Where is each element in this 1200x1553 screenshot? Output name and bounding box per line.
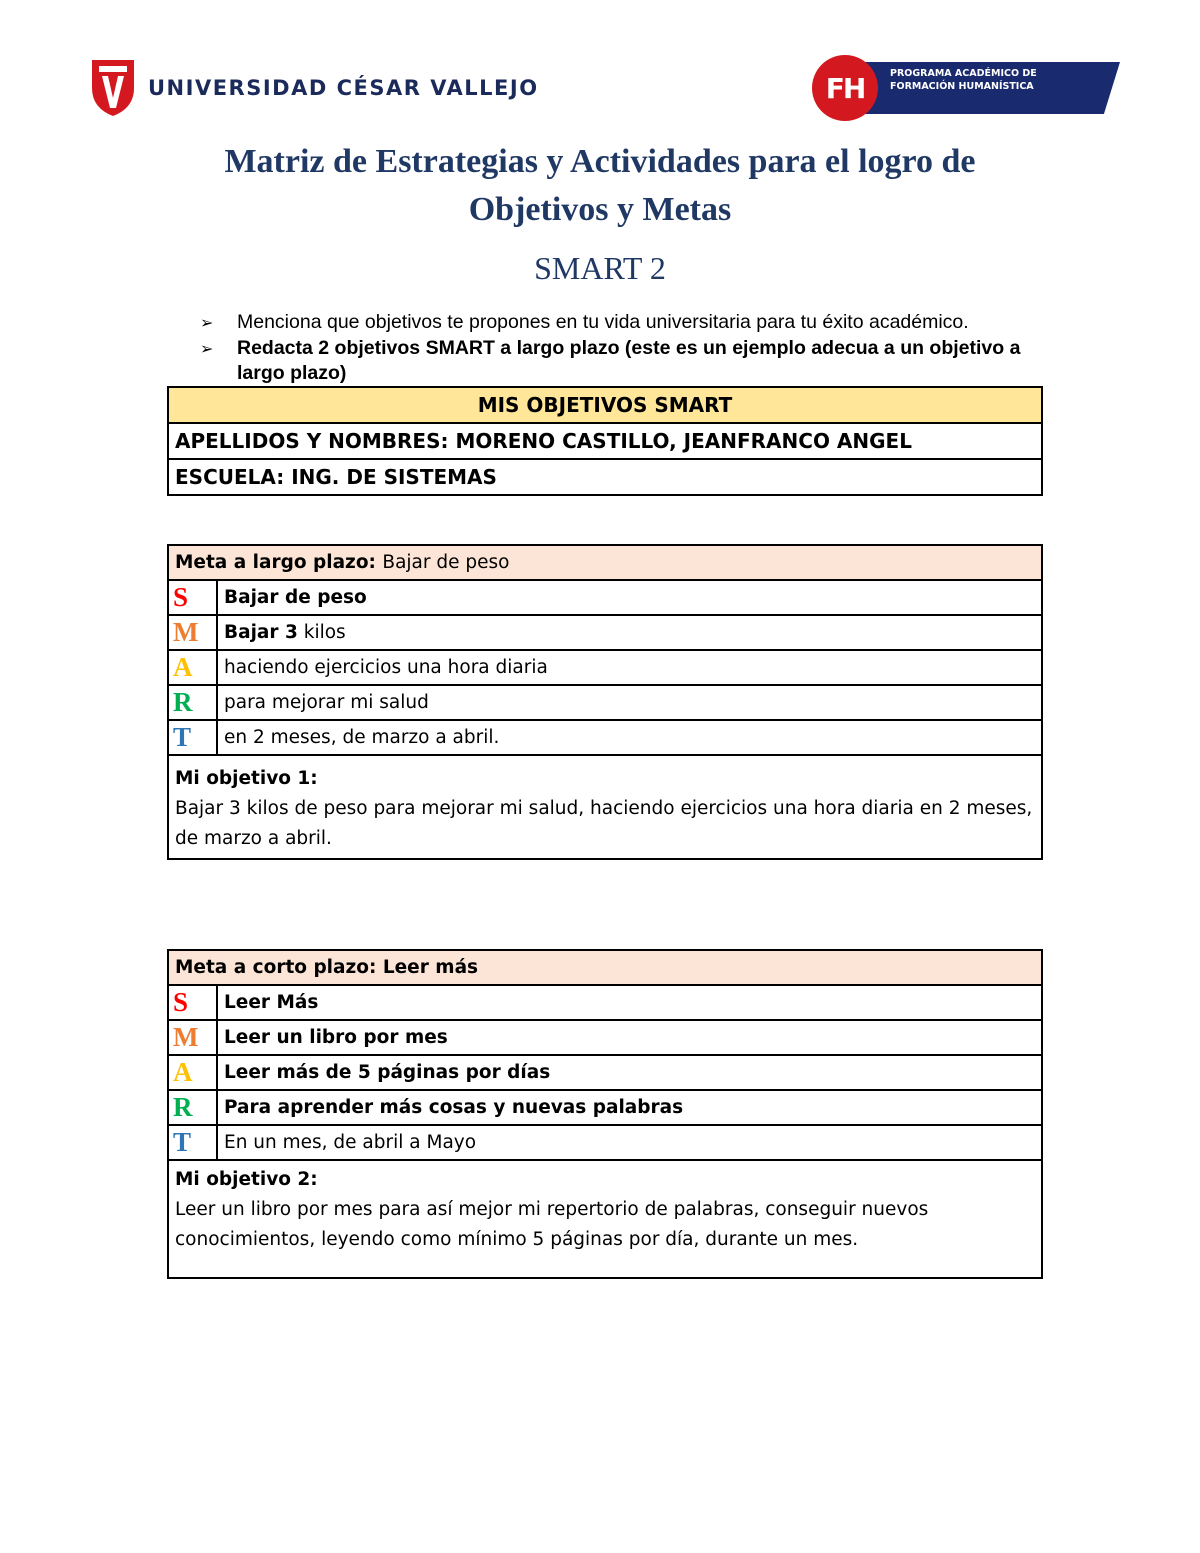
info-table-header: MIS OBJETIVOS SMART	[168, 387, 1042, 423]
fh-program-logo	[812, 55, 1120, 121]
instruction-item	[200, 310, 1060, 335]
arrow-bullet-icon: ➢	[200, 313, 214, 332]
smart-letter-m: M	[168, 615, 217, 650]
title-line-1: Matriz de Estrategias y Actividades para el logro de	[224, 143, 976, 180]
goal-2-objective	[168, 1160, 1042, 1278]
goal-1-label: Meta a largo plazo:	[175, 552, 376, 573]
objective-2-label: Mi objetivo 2:	[175, 1169, 318, 1190]
smart-letter-m: M	[168, 1020, 217, 1055]
student-name: APELLIDOS Y NOMBRES: MORENO CASTILLO, JEANFRANCO ANGEL	[168, 423, 1042, 459]
goal-2-specific: Leer Más	[217, 985, 1042, 1020]
instructions-list	[200, 310, 1060, 387]
student-info-table	[167, 386, 1043, 496]
student-school: ESCUELA: ING. DE SISTEMAS	[168, 459, 1042, 495]
smart-letter-r: R	[168, 1090, 217, 1125]
university-name: UNIVERSIDAD CÉSAR VALLEJO	[148, 76, 539, 100]
goal-1-achievable: haciendo ejercicios una hora diaria	[217, 650, 1042, 685]
smart-letter-s: S	[168, 985, 217, 1020]
smart-letter-t: T	[168, 1125, 217, 1160]
fh-line-1: PROGRAMA ACADÉMICO DE	[890, 68, 1037, 79]
goal-1-table	[167, 544, 1043, 860]
objective-2-text: Leer un libro por mes para así mejor mi repertorio de palabras, conseguir nuevos conocimientos, leyendo como mínimo 5 páginas por día, durante un mes.	[175, 1199, 929, 1250]
page-subtitle: SMART 2	[534, 250, 666, 286]
goal-1-time-bound: en 2 meses, de marzo a abril.	[217, 720, 1042, 755]
goal-1-measurable-text: kilos	[297, 622, 346, 643]
title-line-2: Objetivos y Metas	[468, 191, 732, 228]
goal-1-measurable-bold: Bajar 3	[224, 622, 298, 643]
objective-1-label: Mi objetivo 1:	[175, 768, 318, 789]
page-title	[100, 138, 1100, 234]
goal-2-label: Meta a corto plazo:	[175, 957, 377, 978]
goal-2-relevant: Para aprender más cosas y nuevas palabras	[217, 1090, 1042, 1125]
smart-letter-r: R	[168, 685, 217, 720]
smart-letter-a: A	[168, 1055, 217, 1090]
fh-program-text	[890, 67, 1037, 93]
goal-2-measurable: Leer un libro por mes	[217, 1020, 1042, 1055]
goal-1-objective	[168, 755, 1042, 859]
goal-1-specific: Bajar de peso	[217, 580, 1042, 615]
goal-2-table	[167, 949, 1043, 1279]
fh-line-2: FORMACIÓN HUMANÍSTICA	[890, 81, 1034, 92]
university-logo	[90, 58, 539, 118]
goal-2-header	[168, 950, 1042, 985]
smart-letter-a: A	[168, 650, 217, 685]
instruction-text: Menciona que objetivos te propones en tu vida universitaria para tu éxito académico.	[237, 311, 969, 333]
goal-2-value: Leer más	[382, 957, 479, 978]
university-shield-icon	[90, 58, 136, 118]
goal-1-relevant: para mejorar mi salud	[217, 685, 1042, 720]
goal-1-measurable	[217, 615, 1042, 650]
goal-2-achievable: Leer más de 5 páginas por días	[217, 1055, 1042, 1090]
instruction-item	[200, 336, 1060, 386]
objective-1-text: Bajar 3 kilos de peso para mejorar mi salud, haciendo ejercicios una hora diaria en 2 meses, de marzo a abril.	[175, 798, 1033, 849]
goal-1-header	[168, 545, 1042, 580]
smart-letter-s: S	[168, 580, 217, 615]
instruction-text: Redacta 2 objetivos SMART a largo plazo (este es un ejemplo adecua a un objetivo a largo plazo)	[237, 337, 1021, 384]
goal-2-time-bound: En un mes, de abril a Mayo	[217, 1125, 1042, 1160]
fh-initials-icon: FH	[812, 55, 878, 121]
arrow-bullet-icon: ➢	[200, 339, 214, 358]
goal-1-value: Bajar de peso	[382, 552, 510, 573]
smart-letter-t: T	[168, 720, 217, 755]
